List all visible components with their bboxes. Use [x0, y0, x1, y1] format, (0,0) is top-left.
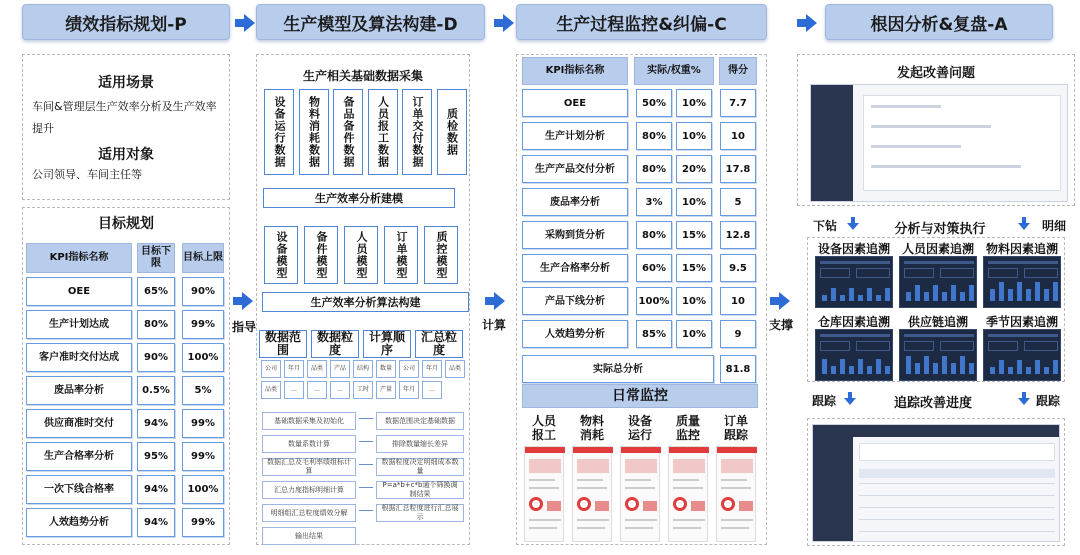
algorithm-box: 生产效率分析算法构建	[262, 292, 469, 312]
kpi-name-cell: 人效趋势分析	[26, 508, 132, 537]
trace-title: 季节因素追溯	[985, 315, 1058, 329]
weight-cell: 10%	[676, 122, 712, 150]
dimension-value-cell: 结构	[353, 360, 373, 378]
trace-dashboard	[983, 256, 1061, 308]
header-plan: 绩效指标规划-P	[22, 4, 230, 40]
col-actual-weight: 实际/权重%	[634, 57, 714, 85]
dimension-value-cell: …	[284, 381, 304, 399]
score-cell: 17.8	[720, 155, 756, 183]
algorithm-step-box: 基础数据采集及初始化	[262, 412, 356, 430]
label-guide: 指导	[232, 320, 257, 334]
kpi-name-cell: 人效趋势分析	[522, 320, 628, 348]
score-cell: 10	[720, 122, 756, 150]
model-box: 订单模型	[384, 226, 418, 284]
actual-cell: 3%	[636, 188, 672, 216]
dimension-value-cell: …	[422, 381, 442, 399]
dimension-value-cell: 产品	[330, 360, 350, 378]
trace-title: 人员因素追溯	[901, 242, 974, 256]
actual-cell: 50%	[636, 89, 672, 117]
weight-cell: 10%	[676, 287, 712, 315]
actual-cell: 80%	[636, 221, 672, 249]
arrow-right-icon	[242, 292, 253, 310]
algorithm-note-box: P=a*b+c*b通个筛换调制结果	[376, 481, 464, 499]
weight-cell: 10%	[676, 188, 712, 216]
target-low-cell: 94%	[137, 508, 175, 537]
actual-cell: 80%	[636, 155, 672, 183]
score-cell: 5	[720, 188, 756, 216]
model-box: 设备模型	[264, 226, 298, 284]
weight-cell: 15%	[676, 221, 712, 249]
kpi-name-cell: 一次下线合格率	[26, 475, 132, 504]
score-cell: 9	[720, 320, 756, 348]
daily-item-label: 人员报工	[531, 414, 556, 442]
target-low-cell: 94%	[137, 475, 175, 504]
target-title: 适用对象	[98, 147, 154, 163]
collect-title: 生产相关基础数据采集	[302, 69, 423, 83]
col-low: 目标下限	[137, 243, 175, 273]
scene-title: 适用场景	[98, 75, 154, 91]
target-high-cell: 5%	[182, 376, 224, 405]
dimension-value-cell: 品类	[261, 381, 281, 399]
connector-icon	[359, 510, 373, 516]
data-source-box: 质检数据	[437, 89, 467, 175]
dimension-value-cell: 品类	[445, 360, 465, 378]
target-low-cell: 90%	[137, 343, 175, 372]
trace-title: 供应链追溯	[907, 315, 968, 329]
actual-cell: 80%	[636, 122, 672, 150]
kpi-name-cell: 废品率分析	[522, 188, 628, 216]
dimension-box: 数据范围	[259, 330, 307, 358]
algorithm-note-box: 数据粒度决定明细成本数量	[376, 458, 464, 476]
label-follow-right: 跟踪	[1036, 394, 1061, 408]
daily-item-label: 订单跟踪	[723, 414, 748, 442]
label-compute: 计算	[482, 318, 507, 332]
daily-item-label: 设备运行	[627, 414, 652, 442]
header-monitor: 生产过程监控&纠偏-C	[516, 4, 767, 40]
data-source-box: 物料消耗数据	[299, 89, 329, 175]
dimension-box: 计算顺序	[363, 330, 411, 358]
daily-item-label: 物料消耗	[579, 414, 604, 442]
dimension-value-cell: …	[307, 381, 327, 399]
col-score: 得分	[719, 57, 757, 85]
dimension-value-cell: 品类	[307, 360, 327, 378]
kpi-name-cell: 供应商准时交付	[26, 409, 132, 438]
score-cell: 10	[720, 287, 756, 315]
data-source-box: 订单交付数据	[402, 89, 432, 175]
actual-cell: 60%	[636, 254, 672, 282]
dimension-value-cell: 年月	[284, 360, 304, 378]
algorithm-step-box: 输出结果	[262, 527, 356, 545]
algorithm-step-box: 数量系数计算	[262, 435, 356, 453]
arrow-right-icon	[244, 14, 255, 32]
label-drill-down: 下钻	[813, 219, 838, 233]
model-box: 备件模型	[304, 226, 338, 284]
kpi-name-cell: 客户准时交付达成	[26, 343, 132, 372]
trace-dashboard	[983, 329, 1061, 381]
col-kpi-name: KPI指标名称	[522, 57, 628, 85]
algorithm-note-box: 排除数量缩长差异	[376, 435, 464, 453]
algorithm-step-box: 数据汇总及毛利率绩组标计算	[262, 458, 356, 476]
daily-item-screenshot	[524, 446, 564, 542]
kpi-name-cell: 生产计划达成	[26, 310, 132, 339]
algorithm-note-box: 根据汇总粒度进行汇总展示	[376, 504, 464, 522]
target-high-cell: 100%	[182, 343, 224, 372]
target-low-cell: 80%	[137, 310, 175, 339]
scene-text: 车间&管理层生产效率分析及生产效率提升	[32, 100, 217, 135]
connector-icon	[359, 441, 373, 447]
raise-title: 发起改善问题	[896, 66, 975, 81]
score-cell: 9.5	[720, 254, 756, 282]
weight-cell: 20%	[676, 155, 712, 183]
trace-dashboard	[815, 256, 893, 308]
model-box: 质控模型	[424, 226, 458, 284]
target-low-cell: 65%	[137, 277, 175, 306]
header-model: 生产模型及算法构建-D	[256, 4, 485, 40]
trace-dashboard	[899, 256, 977, 308]
raise-screenshot	[810, 84, 1068, 202]
trace-dashboard	[815, 329, 893, 381]
algorithm-step-box: 汇总力度指标明细计算	[262, 481, 356, 499]
target-low-cell: 94%	[137, 409, 175, 438]
efficiency-model-box: 生产效率分析建模	[263, 188, 455, 208]
progress-screenshot	[812, 424, 1060, 542]
target-high-cell: 100%	[182, 475, 224, 504]
daily-title: 日常监控	[522, 384, 758, 408]
kpi-name-cell: 生产合格率分析	[26, 442, 132, 471]
arrow-right-icon	[494, 292, 505, 310]
dimension-value-cell: 工时	[353, 381, 373, 399]
dimension-box: 数据粒度	[311, 330, 359, 358]
target-low-cell: 95%	[137, 442, 175, 471]
goal-title: 目标规划	[98, 216, 154, 232]
exec-title: 分析与对策执行	[894, 222, 986, 237]
kpi-name-cell: 废品率分析	[26, 376, 132, 405]
kpi-name-cell: 生产合格率分析	[522, 254, 628, 282]
dimension-value-cell: 年月	[399, 381, 419, 399]
score-cell: 12.8	[720, 221, 756, 249]
arrow-right-icon	[503, 14, 514, 32]
target-high-cell: 99%	[182, 442, 224, 471]
connector-icon	[359, 487, 373, 493]
kpi-name-cell: 产品下线分析	[522, 287, 628, 315]
kpi-name-cell: 生产产品交付分析	[522, 155, 628, 183]
trace-dashboard	[899, 329, 977, 381]
total-label: 实际总分析	[522, 355, 714, 383]
daily-item-screenshot	[620, 446, 660, 542]
daily-item-screenshot	[668, 446, 708, 542]
dimension-value-cell: 数量	[376, 360, 396, 378]
trace-title: 仓库因素追溯	[817, 315, 890, 329]
target-high-cell: 90%	[182, 277, 224, 306]
kpi-name-cell: 生产计划分析	[522, 122, 628, 150]
score-cell: 7.7	[720, 89, 756, 117]
trace-title: 物料因素追溯	[985, 242, 1058, 256]
label-support: 支撑	[769, 318, 794, 332]
data-source-box: 人员报工数据	[368, 89, 398, 175]
data-source-box: 设备运行数据	[264, 89, 294, 175]
model-box: 人员模型	[344, 226, 378, 284]
dimension-box: 汇总粒度	[415, 330, 463, 358]
arrow-right-icon	[779, 292, 790, 310]
arrow-down-icon	[1018, 398, 1030, 405]
progress-title: 追踪改善进度	[893, 396, 972, 411]
col-high: 目标上限	[182, 243, 224, 273]
daily-item-screenshot	[572, 446, 612, 542]
actual-cell: 85%	[636, 320, 672, 348]
dimension-value-cell: …	[330, 381, 350, 399]
dimension-value-cell: 产量	[376, 381, 396, 399]
target-high-cell: 99%	[182, 310, 224, 339]
dimension-value-cell: 年月	[422, 360, 442, 378]
weight-cell: 10%	[676, 320, 712, 348]
arrow-down-icon	[844, 398, 856, 405]
kpi-name-cell: OEE	[26, 277, 132, 306]
dimension-value-cell: 公司	[399, 360, 419, 378]
target-low-cell: 0.5%	[137, 376, 175, 405]
arrow-right-icon	[806, 14, 817, 32]
daily-item-label: 质量监控	[675, 414, 700, 442]
label-follow: 跟踪	[812, 394, 837, 408]
connector-icon	[359, 464, 373, 470]
arrow-down-icon	[1018, 223, 1030, 230]
dimension-value-cell: 公司	[261, 360, 281, 378]
algorithm-step-box: 明细组汇总粒度绩效分解	[262, 504, 356, 522]
data-source-box: 备品备件数据	[333, 89, 363, 175]
label-detail: 明细	[1042, 219, 1067, 233]
total-score: 81.8	[720, 355, 756, 383]
kpi-name-cell: OEE	[522, 89, 628, 117]
trace-title: 设备因素追溯	[817, 242, 890, 256]
algorithm-note-box: 数据范围决定基础数据	[376, 412, 464, 430]
arrow-down-icon	[847, 223, 859, 230]
weight-cell: 15%	[676, 254, 712, 282]
kpi-name-cell: 采购到货分析	[522, 221, 628, 249]
weight-cell: 10%	[676, 89, 712, 117]
target-text: 公司领导、车间主任等	[32, 168, 142, 181]
target-high-cell: 99%	[182, 508, 224, 537]
col-kpi-name: KPI指标名称	[26, 243, 132, 273]
actual-cell: 100%	[636, 287, 672, 315]
header-analysis: 根因分析&复盘-A	[825, 4, 1053, 40]
target-high-cell: 99%	[182, 409, 224, 438]
connector-icon	[359, 418, 373, 424]
daily-item-screenshot	[716, 446, 756, 542]
